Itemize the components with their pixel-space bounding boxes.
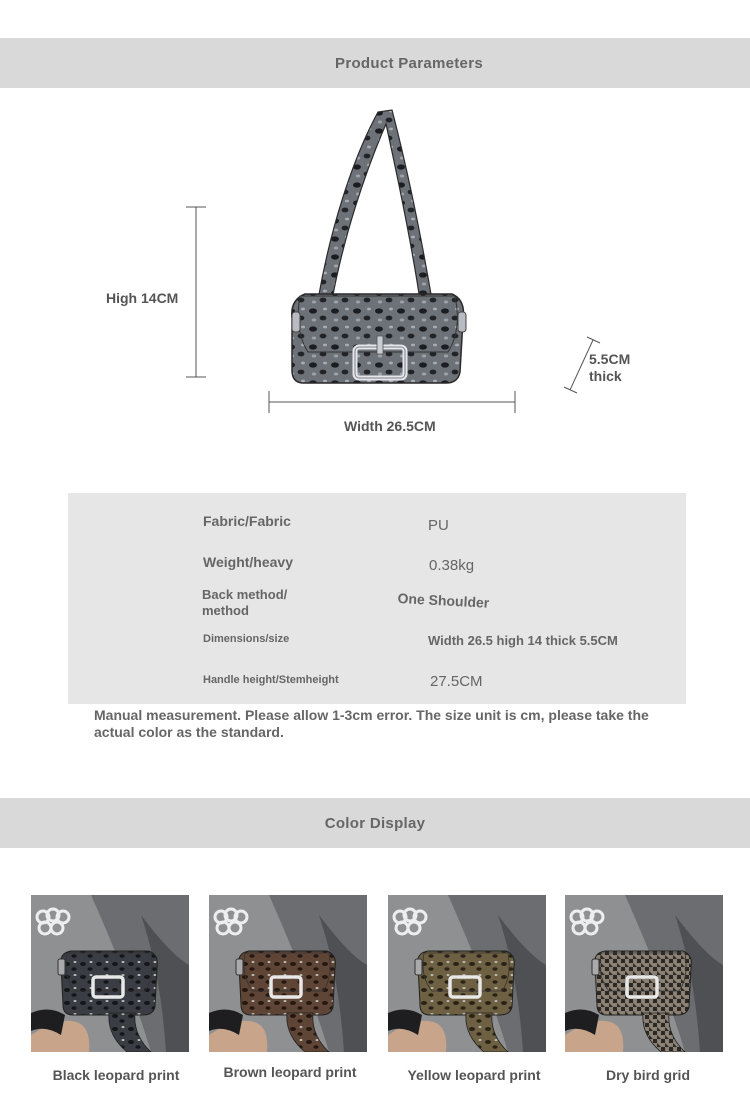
color-swatch-black-leopard[interactable] [31, 895, 189, 1052]
spec-label-back-method-line2: method [202, 603, 249, 618]
spec-value-dimensions: Width 26.5 high 14 thick 5.5CM [428, 633, 618, 648]
color-swatch-brown-leopard[interactable] [209, 895, 367, 1052]
specs-table [68, 493, 686, 704]
color-swatch-yellow-leopard[interactable] [388, 895, 546, 1052]
color-display-banner [0, 798, 750, 848]
spec-label-weight: Weight/heavy [203, 554, 293, 570]
color-label-yellow-leopard: Yellow leopard print [407, 1067, 541, 1083]
color-label-houndstooth: Dry bird grid [605, 1067, 690, 1083]
spec-value-back-method: One Shoulder [397, 590, 490, 611]
color-label-brown-leopard: Brown leopard print [223, 1064, 357, 1080]
spec-value-handle-height: 27.5CM [430, 673, 483, 690]
spec-label-back-method [202, 587, 287, 619]
color-label-black-leopard: Black leopard print [52, 1067, 180, 1083]
spec-label-fabric: Fabric/Fabric [203, 513, 291, 529]
width-dimension-label: Width 26.5CM [344, 418, 436, 434]
spec-label-handle-height: Handle height/Stemheight [203, 674, 339, 686]
color-swatch-houndstooth[interactable] [565, 895, 723, 1052]
color-display-title: Color Display [324, 814, 426, 832]
houndstooth-bag-photo [565, 895, 723, 1052]
measurement-note: Manual measurement. Please allow 1-3cm error. The size unit is cm, please take the actual color as the standard. [94, 707, 649, 740]
product-parameters-title: Product Parameters [335, 54, 483, 72]
brown-leopard-bag-photo [209, 895, 367, 1052]
spec-label-dimensions: Dimensions/size [203, 633, 290, 645]
thickness-dimension-label [589, 351, 630, 385]
product-parameters-banner [0, 38, 750, 88]
bag-product-image [0, 95, 750, 445]
spec-label-back-method-line1: Back method/ [202, 587, 288, 602]
black-leopard-bag-photo [31, 895, 189, 1052]
height-dimension-label: High 14CM [106, 290, 179, 306]
thickness-value: 5.5CM [589, 351, 631, 367]
yellow-leopard-bag-photo [388, 895, 546, 1052]
thickness-word: thick [589, 368, 622, 384]
spec-value-fabric: PU [428, 517, 449, 534]
spec-value-weight: 0.38kg [429, 557, 475, 574]
